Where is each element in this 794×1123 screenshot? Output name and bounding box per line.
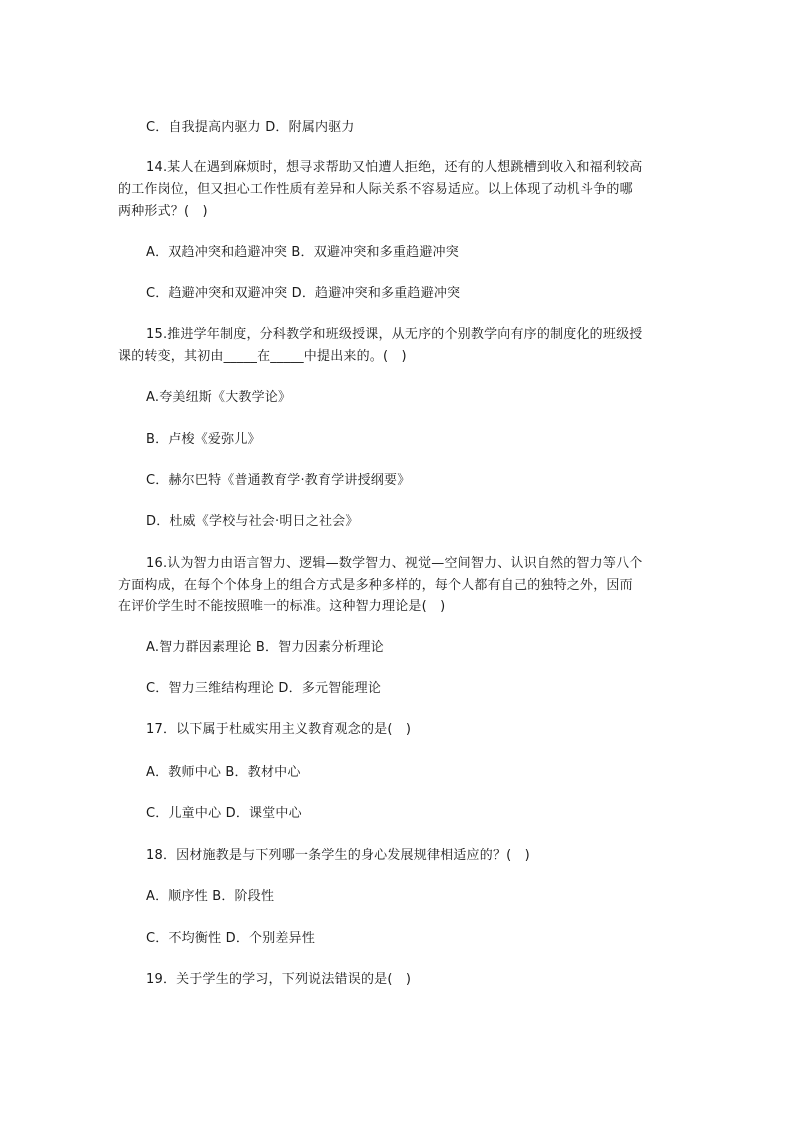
q14-stem-line-1: 14.某人在遇到麻烦时，想寻求帮助又怕遭人拒绝，还有的人想跳槽到收入和福利较高: [146, 160, 643, 175]
q15-option-b: B．卢梭《爱弥儿》: [146, 432, 261, 447]
q16-stem-line-1: 16.认为智力由语言智力、逻辑—数学智力、视觉—空间智力、认识自然的智力等八个: [146, 556, 643, 571]
q18-option-cd: C．不均衡性 D．个别差异性: [146, 931, 316, 946]
q18-option-ab: A．顺序性 B．阶段性: [146, 889, 275, 904]
q17-option-ab: A．教师中心 B．教材中心: [146, 765, 301, 780]
q15-stem-line-2: 课的转变，其初由_____在_____中提出来的。( ): [118, 349, 407, 364]
q14-option-ab: A．双趋冲突和趋避冲突 B．双避冲突和多重趋避冲突: [146, 245, 459, 260]
q17-option-cd: C．儿童中心 D．课堂中心: [146, 806, 302, 821]
q16-option-ab: A.智力群因素理论 B．智力因素分析理论: [146, 640, 384, 655]
q15-stem-line-1: 15.推进学年制度，分科教学和班级授课，从无序的个别教学向有序的制度化的班级授: [146, 327, 643, 342]
q15-option-a: A.夸美纽斯《大教学论》: [146, 390, 292, 405]
q16-option-cd: C．智力三维结构理论 D．多元智能理论: [146, 681, 382, 696]
q16-stem-line-3: 在评价学生时不能按照唯一的标准。这种智力理论是( ): [118, 599, 446, 614]
q14-option-cd: C．趋避冲突和双避冲突 D．趋避冲突和多重趋避冲突: [146, 286, 461, 301]
q18-stem: 18．因材施教是与下列哪一条学生的身心发展规律相适应的？( ): [146, 848, 530, 863]
q14-stem-line-3: 两种形式？( ): [118, 204, 208, 219]
q15-option-d: D．杜威《学校与社会·明日之社会》: [146, 514, 359, 529]
q13-options-cd: C．自我提高内驱力 D．附属内驱力: [146, 120, 355, 135]
q15-option-c: C．赫尔巴特《普通教育学·教育学讲授纲要》: [146, 473, 411, 488]
q19-stem: 19．关于学生的学习，下列说法错误的是( ): [146, 972, 412, 987]
q16-stem-line-2: 方面构成，在每个个体身上的组合方式是多种多样的，每个人都有自己的独特之外，因而: [118, 578, 633, 593]
q17-stem: 17．以下属于杜威实用主义教育观念的是( ): [146, 722, 412, 737]
q14-stem-line-2: 的工作岗位，但又担心工作性质有差异和人际关系不容易适应。以上体现了动机斗争的哪: [118, 182, 633, 197]
